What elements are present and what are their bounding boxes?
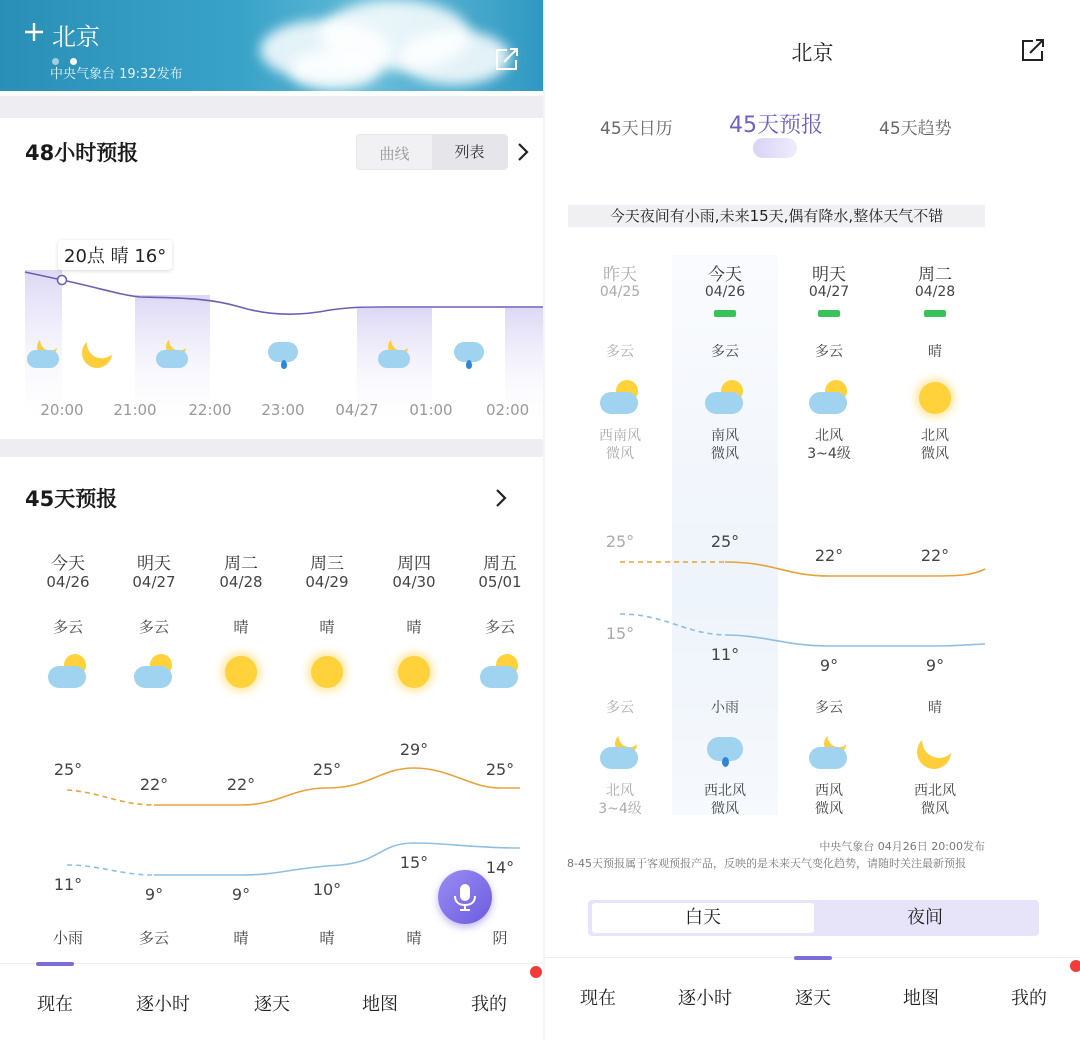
night-weather: 多云 — [606, 700, 634, 716]
day-weather: 晴 — [319, 618, 335, 636]
day-name: 明天 — [812, 265, 846, 285]
forecast-summary: 今天夜间有小雨,未来15天,偶有降水,整体天气不错 — [568, 205, 985, 227]
active-tab-indicator — [794, 956, 832, 960]
night-wind-level: 微风 — [921, 801, 949, 817]
publish-info: 中央气象台 04月26日 20:00发布 — [819, 840, 985, 853]
day-name: 周三 — [310, 554, 344, 574]
chevron-right-icon[interactable] — [516, 141, 530, 167]
high-temp: 25° — [710, 532, 740, 551]
day-date: 04/29 — [305, 573, 349, 591]
share-icon[interactable] — [493, 45, 521, 73]
aqi-bar — [818, 310, 840, 317]
nav-mine[interactable]: 我的 — [471, 994, 507, 1015]
microphone-button[interactable] — [438, 870, 492, 924]
toggle-night[interactable]: 夜间 — [907, 907, 943, 928]
hourly-tooltip — [58, 240, 172, 270]
page-title: 北京 — [791, 41, 834, 65]
right-screen — [545, 0, 1080, 1040]
low-temp: 9° — [819, 656, 839, 675]
day-date: 04/26 — [46, 573, 90, 591]
low-temp: 9° — [925, 656, 945, 675]
night-weather: 多云 — [815, 700, 843, 716]
day-wind-level: 微风 — [711, 446, 739, 462]
day-wind-level: 微风 — [606, 446, 634, 462]
high-temp: 25° — [485, 760, 515, 779]
day-weather: 多云 — [138, 618, 169, 636]
nav-now[interactable]: 现在 — [580, 988, 616, 1009]
day-name: 周二 — [918, 265, 952, 285]
night-weather: 小雨 — [711, 700, 739, 716]
low-temp: 9° — [144, 885, 164, 904]
moon-icon — [82, 338, 116, 372]
nav-daily[interactable]: 逐天 — [254, 994, 290, 1015]
bottom-nav — [545, 957, 1080, 1038]
temperature-trend-chart — [545, 530, 1080, 670]
day-weather: 晴 — [406, 618, 422, 636]
day-weather: 晴 — [233, 618, 249, 636]
low-temp: 15° — [399, 853, 429, 872]
cloudy-night-icon — [27, 340, 63, 370]
chevron-right-icon[interactable] — [494, 487, 508, 513]
day-wind: 西南风 — [599, 428, 641, 444]
night-weather: 晴 — [406, 929, 422, 947]
night-wind-level: 3~4级 — [598, 801, 642, 817]
day-wind: 北风 — [921, 428, 949, 444]
city-name[interactable]: 北京 — [52, 23, 100, 51]
day-night-toggle — [588, 900, 1039, 936]
sun-icon — [913, 378, 957, 418]
rain-icon — [703, 733, 747, 773]
aqi-bar — [714, 310, 736, 317]
cloudy-icon — [598, 378, 642, 418]
high-temp: 22° — [139, 775, 169, 794]
night-wind: 西北风 — [704, 783, 746, 799]
section-gap — [0, 96, 543, 118]
cloudy-night-icon — [598, 733, 642, 773]
nav-mine[interactable]: 我的 — [1011, 988, 1047, 1009]
tab-forecast[interactable]: 45天预报 — [729, 113, 823, 138]
day-wind: 北风 — [815, 428, 843, 444]
rain-icon — [452, 340, 488, 372]
cloudy-icon — [46, 652, 90, 692]
day-weather: 多云 — [815, 344, 843, 360]
day-name: 明天 — [137, 554, 171, 574]
share-icon[interactable] — [1019, 36, 1047, 64]
day-date: 04/25 — [599, 284, 641, 300]
night-weather: 阴 — [492, 929, 508, 947]
day-date: 04/28 — [219, 573, 263, 591]
nav-hourly[interactable]: 逐小时 — [136, 994, 190, 1015]
day-date: 04/27 — [132, 573, 176, 591]
day-weather: 多云 — [484, 618, 515, 636]
cloudy-night-icon — [156, 340, 192, 370]
day-weather: 多云 — [52, 618, 83, 636]
toggle-day[interactable]: 白天 — [592, 903, 814, 933]
day-weather: 多云 — [606, 344, 634, 360]
forecast-disclaimer: 8-45天预报属于客观预报产品，反映的是未来天气变化趋势，请随时关注最新预报 — [567, 857, 966, 870]
cloudy-icon — [478, 652, 522, 692]
plus-icon[interactable] — [24, 22, 44, 42]
low-temp: 10° — [312, 880, 342, 899]
notification-dot — [530, 966, 542, 978]
hour-label: 02:00 — [486, 401, 530, 419]
night-wind-level: 微风 — [711, 801, 739, 817]
day-date: 04/30 — [392, 573, 436, 591]
cloudy-icon — [132, 652, 176, 692]
night-weather: 晴 — [319, 929, 335, 947]
night-wind: 北风 — [606, 783, 634, 799]
high-temp: 22° — [814, 546, 844, 565]
night-weather: 晴 — [928, 700, 942, 716]
day-name: 今天 — [708, 265, 742, 285]
moon-icon — [913, 733, 957, 773]
hourly-title: 48小时预报 — [25, 141, 139, 165]
hour-label: 21:00 — [113, 401, 157, 419]
cloudy-night-icon — [378, 340, 414, 370]
active-tab-indicator — [36, 962, 74, 966]
hour-label: 01:00 — [409, 401, 453, 419]
cloudy-icon — [703, 378, 747, 418]
day-name: 周四 — [397, 554, 431, 574]
nav-map[interactable]: 地图 — [903, 988, 939, 1009]
nav-daily[interactable]: 逐天 — [795, 988, 831, 1009]
day-wind: 南风 — [711, 428, 739, 444]
hour-label: 20:00 — [40, 401, 84, 419]
tab-trend[interactable]: 45天趋势 — [879, 119, 952, 139]
bottom-nav — [0, 963, 543, 1040]
cloudy-night-icon — [807, 733, 851, 773]
hourly-view-toggle — [356, 134, 508, 170]
high-temp: 22° — [920, 546, 950, 565]
day-date: 04/28 — [914, 284, 956, 300]
rain-icon — [266, 340, 302, 372]
hour-label: 23:00 — [261, 401, 305, 419]
forecast45-title: 45天预报 — [25, 487, 118, 511]
aqi-bar — [924, 310, 946, 317]
day-name: 周二 — [224, 554, 258, 574]
section-gap — [0, 439, 543, 457]
high-temp: 25° — [312, 760, 342, 779]
night-weather: 小雨 — [52, 929, 83, 947]
sun-icon — [392, 652, 436, 692]
night-wind: 西北风 — [914, 783, 956, 799]
sun-icon — [305, 652, 349, 692]
nav-map[interactable]: 地图 — [362, 994, 398, 1015]
low-temp: 9° — [231, 885, 251, 904]
night-wind-level: 微风 — [815, 801, 843, 817]
toggle-list[interactable]: 列表 — [432, 135, 507, 169]
day-name: 昨天 — [603, 265, 637, 285]
low-temp: 14° — [485, 858, 515, 877]
day-wind-level: 3~4级 — [807, 446, 851, 462]
day-date: 05/01 — [478, 573, 522, 591]
high-temp: 29° — [399, 740, 429, 759]
day-date: 04/26 — [704, 284, 746, 300]
hour-label: 22:00 — [188, 401, 232, 419]
low-temp: 15° — [605, 624, 635, 643]
day-weather: 多云 — [711, 344, 739, 360]
high-temp: 22° — [226, 775, 256, 794]
day-date: 04/27 — [808, 284, 850, 300]
day-name: 今天 — [51, 554, 85, 574]
nav-hourly[interactable]: 逐小时 — [678, 988, 732, 1009]
hour-label: 04/27 — [335, 401, 379, 419]
low-temp: 11° — [710, 645, 740, 664]
low-temp: 11° — [53, 875, 83, 894]
cloudy-icon — [807, 378, 851, 418]
tab-calendar[interactable]: 45天日历 — [600, 119, 673, 139]
night-weather: 多云 — [138, 929, 169, 947]
sun-icon — [219, 652, 263, 692]
microphone-icon — [438, 870, 492, 924]
hourly-tooltip-text: 20点 晴 16° — [64, 246, 167, 267]
high-temp: 25° — [53, 760, 83, 779]
night-weather: 晴 — [233, 929, 249, 947]
toggle-curve[interactable]: 曲线 — [379, 145, 410, 163]
day-weather: 晴 — [928, 344, 942, 360]
city-header — [0, 0, 543, 91]
publish-time: 中央气象台 19:32发布 — [50, 67, 183, 82]
high-temp: 25° — [605, 532, 635, 551]
day-wind-level: 微风 — [921, 446, 949, 462]
tab-active-indicator — [753, 138, 797, 158]
night-wind: 西风 — [815, 783, 843, 799]
notification-dot — [1070, 960, 1080, 972]
nav-now[interactable]: 现在 — [37, 994, 73, 1015]
day-name: 周五 — [483, 554, 517, 574]
